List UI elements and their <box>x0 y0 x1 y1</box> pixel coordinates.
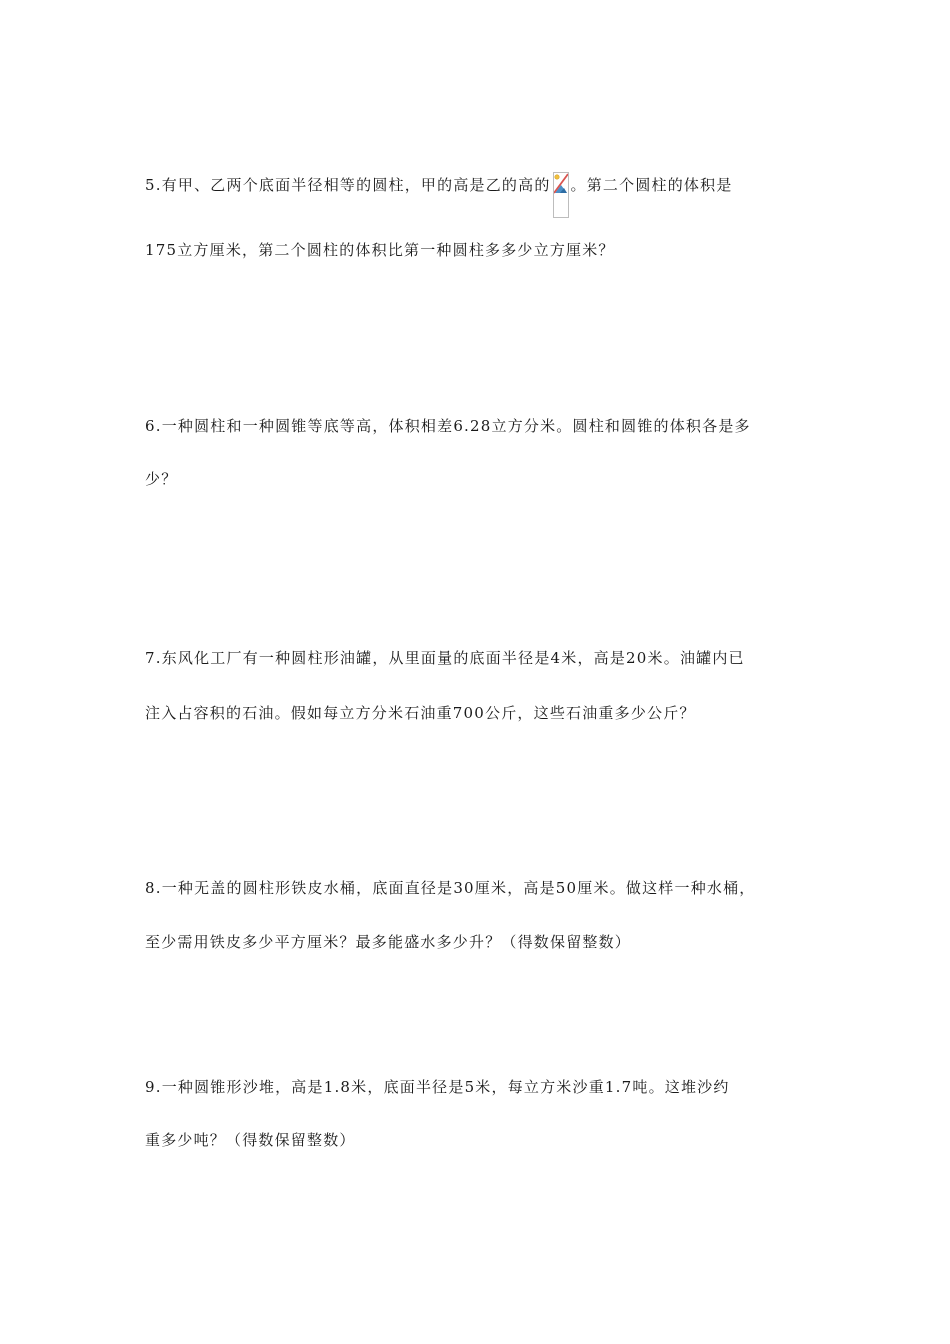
question-5-line-1 <box>145 172 733 218</box>
question-5-text-after-image: 。第二个圆柱的体积是 <box>570 176 733 194</box>
question-5-text-before-image: 5.有甲、乙两个底面半径相等的圆柱，甲的高是乙的高的 <box>145 176 551 194</box>
broken-image-icon <box>554 173 568 195</box>
question-8-line-2: 至少需用铁皮多少平方厘米？最多能盛水多少升？（得数保留整数） <box>145 933 632 951</box>
question-6-line-1: 6.一种圆柱和一种圆锥等底等高，体积相差6.28立方分米。圆柱和圆锥的体积各是多 <box>145 417 751 435</box>
question-7-line-1: 7.东风化工厂有一种圆柱形油罐，从里面量的底面半径是4米，高是20米。油罐内已 <box>145 649 745 667</box>
question-8-line-1: 8.一种无盖的圆柱形铁皮水桶，底面直径是30厘米，高是50厘米。做这样一种水桶， <box>145 879 756 897</box>
question-6-line-2: 少？ <box>145 470 178 488</box>
question-9-line-2: 重多少吨？（得数保留整数） <box>145 1131 356 1149</box>
question-5-line-2: 175立方厘米，第二个圆柱的体积比第一种圆柱多多少立方厘米？ <box>145 241 615 259</box>
broken-image-placeholder <box>553 172 569 218</box>
question-9-line-1: 9.一种圆锥形沙堆，高是1.8米，底面半径是5米，每立方米沙重1.7吨。这堆沙约 <box>145 1078 730 1096</box>
question-7-line-2: 注入占容积的石油。假如每立方分米石油重700公斤，这些石油重多少公斤？ <box>145 704 696 722</box>
